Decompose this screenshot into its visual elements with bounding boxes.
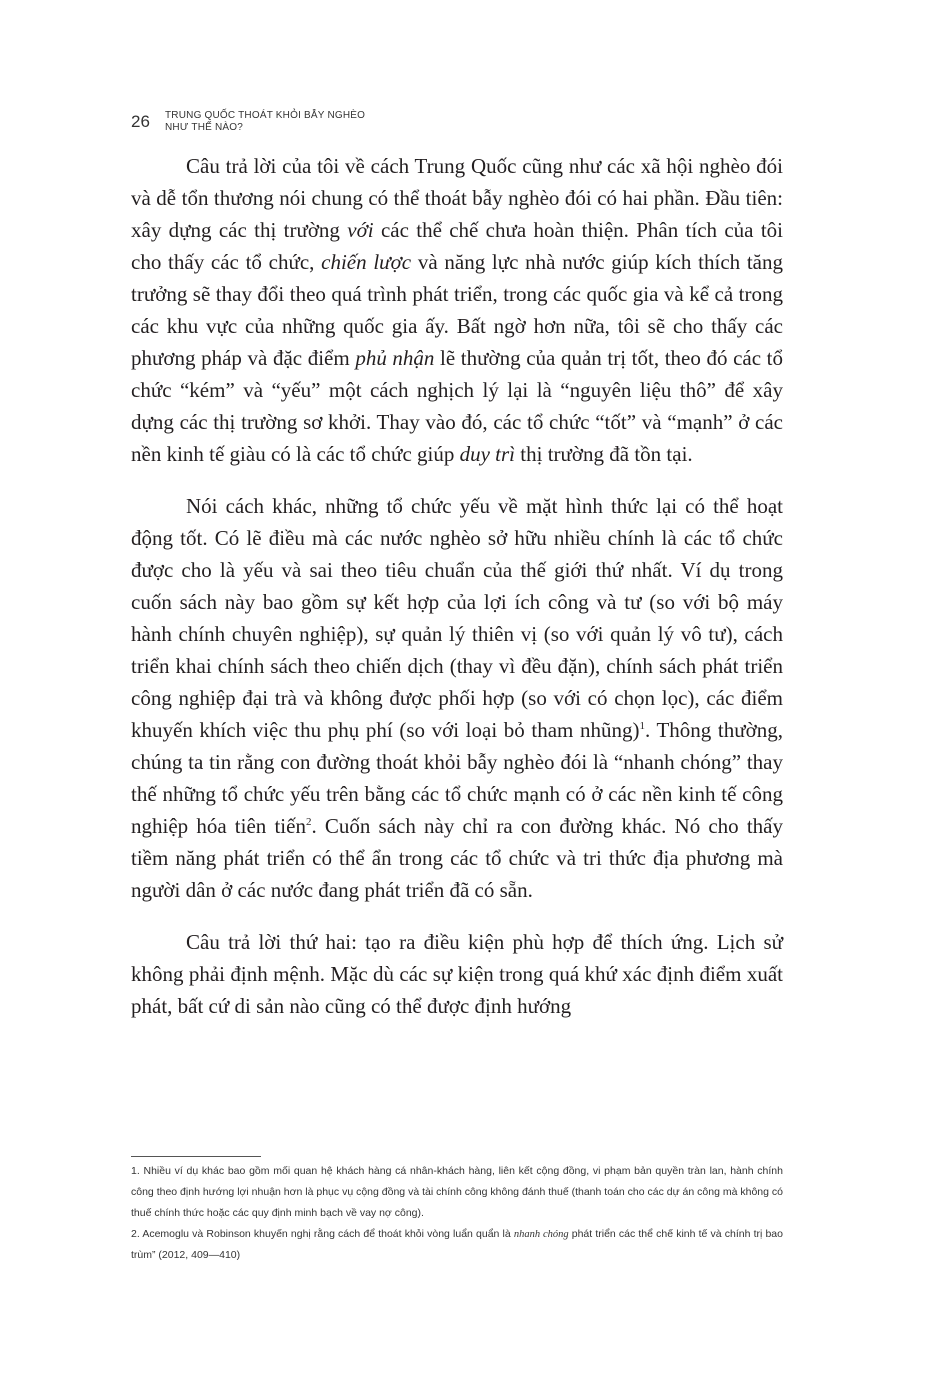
paragraph-1 [131, 150, 783, 470]
footnote-1: 1. Nhiều ví dụ khác bao gồm mối quan hệ khách hàng cá nhân-khách hàng, liên kết cộng đồng, vi phạm bản quyền tràn lan, hành chính công theo định hướng lợi nhuận hơn là phục vụ cộng đồng và tài chính công không đánh thuế (thanh toán cho các dự án công mà không có thuế chính thức hoặc các quy định minh bạch về vay nợ công). [131, 1165, 783, 1219]
text-run: Câu trả lời của tôi về cách Trung Quốc cũng như các xã hội nghèo đói và dễ tổn thương nói chung có thể thoát bẫy nghèo đói có hai phần. Đầu tiên: xây dựng các thị trường [131, 154, 783, 242]
paragraph-2 [131, 490, 783, 906]
running-title [165, 110, 485, 134]
text-run: phát triển các thể chế kinh tế và chính trị bao trùm” (2012, 409—410) [131, 1228, 783, 1261]
text-run: 2. Acemoglu và Robinson khuyến nghị rằng cách để thoát khỏi vòng luẩn quẩn là [131, 1228, 514, 1240]
text-run: các thể chế chưa hoàn thiện. Phân tích của tôi cho thấy các tổ chức, [131, 218, 783, 274]
footnote-ref-2[interactable]: 2 [305, 816, 312, 828]
running-title-line-2: NHƯ THẾ NÀO? [165, 122, 243, 133]
text-run: Câu trả lời thứ hai: tạo ra điều kiện phù hợp để thích ứng. Lịch sử không phải định mệnh. Mặc dù các sự kiện trong quá khứ xác định điểm xuất phát, bất cứ di sản nào cũng có thể được định hướng [131, 930, 783, 1018]
text-run: . Cuốn sách này chỉ ra con đường khác. Nó cho thấy tiềm năng phát triển có thể ẩn trong các tổ chức và tri thức địa phương mà người dân ở các nước đang phát triển đã có sẵn. [131, 814, 783, 902]
footnote-2 [131, 1224, 783, 1266]
text-run: Nói cách khác, những tổ chức yếu về mặt hình thức lại có thể hoạt động tốt. Có lẽ điều mà các nước nghèo sở hữu nhiều chính là các tổ chức được cho là yếu và sai theo tiêu chuẩn của thế giới thứ nhất. Ví dụ trong cuốn sách này bao gồm sự kết hợp của lợi ích công và tư (so với bộ máy hành chính chuyên nghiệp), sự quản lý thiên vị (so với quản lý vô tư), cách triển khai chính sách theo chiến dịch (thay vì đều đặn), chính sách phát triển công nghiệp đại trà và không được phối hợp (so với có chọn lọc), các điểm khuyến khích việc thu phụ phí (so với loại bỏ tham nhũng) [131, 494, 783, 742]
main-text [131, 150, 783, 1042]
running-title-line-1: TRUNG QUỐC THOÁT KHỎI BẪY NGHÈO [165, 110, 366, 121]
text-run: thị trường đã tồn tại. [515, 442, 693, 466]
paragraph-3 [131, 926, 783, 1022]
text-run: . Thông thường, chúng ta tin rằng con đường thoát khỏi bẫy nghèo đói là “nhanh chóng” thay thế những tổ chức yếu trên bằng các tổ chức mạnh có ở các nền kinh tế công nghiệp hóa tiên tiến [131, 718, 783, 838]
italic-text: nhanh chóng [513, 1229, 569, 1240]
text-run: và năng lực nhà nước giúp kích thích tăng trưởng sẽ thay đổi theo quá trình phát triển, trong các quốc gia và kể cả trong các khu vực của những quốc gia ấy. Bất ngờ hơn nữa, tôi sẽ cho thấy các phương pháp và đặc điểm [131, 250, 784, 370]
page-number: 26 [131, 112, 150, 131]
italic-text: phủ nhận [355, 346, 435, 370]
italic-text: với [347, 218, 374, 242]
footnote-divider [131, 1156, 261, 1157]
italic-text: chiến lược [321, 250, 412, 274]
text-run: lẽ thường của quản trị tốt, theo đó các tổ chức “kém” và “yếu” một cách nghịch lý lại là “nguyên liệu thô” để xây dựng các thị trường sơ khởi. Thay vào đó, các tổ chức “tốt” và “mạnh” ở các nền kinh tế giàu có là các tổ chức giúp [131, 346, 783, 466]
footnotes [131, 1161, 783, 1266]
italic-text: duy trì [459, 442, 516, 466]
footnote-ref-1[interactable]: 1 [639, 720, 645, 732]
